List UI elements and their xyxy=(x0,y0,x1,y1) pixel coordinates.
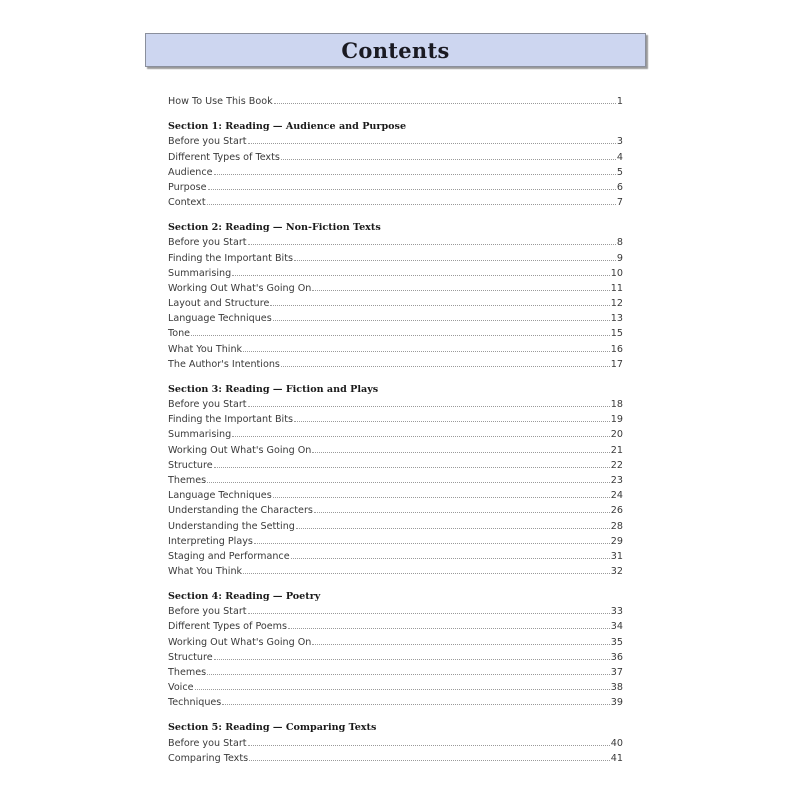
toc-entry-label: Working Out What's Going On xyxy=(168,444,312,456)
toc-entry-label: What You Think xyxy=(168,343,243,355)
toc-entry-label: Interpreting Plays xyxy=(168,535,253,547)
toc-entry[interactable] xyxy=(168,733,623,748)
toc-entry[interactable] xyxy=(168,693,623,708)
toc-entry[interactable] xyxy=(168,440,623,455)
leader-dots xyxy=(248,244,616,245)
section-heading[interactable]: Section 2: Reading — Non-Fiction Texts xyxy=(168,222,381,234)
leader-dots xyxy=(232,275,610,276)
toc-entry[interactable] xyxy=(168,516,623,531)
toc-entry-page: 12 xyxy=(610,298,623,310)
leader-dots xyxy=(214,659,610,660)
toc-section-4 xyxy=(168,587,623,708)
toc-entry-label: Summarising xyxy=(168,267,232,279)
toc-entry[interactable] xyxy=(168,163,623,178)
leader-dots xyxy=(281,159,616,160)
toc-entry-intro[interactable] xyxy=(168,92,623,107)
leader-dots xyxy=(254,543,610,544)
toc-entry-page: 35 xyxy=(610,636,623,648)
toc-entry-label: Context xyxy=(168,197,206,209)
toc-entry-page: 29 xyxy=(610,535,623,547)
section-heading[interactable]: Section 1: Reading — Audience and Purpose xyxy=(168,121,407,133)
toc-entry-page: 1 xyxy=(616,96,623,108)
toc-entry[interactable] xyxy=(168,279,623,294)
toc-entry[interactable] xyxy=(168,233,623,248)
toc-entry-label: Before you Start xyxy=(168,237,247,249)
leader-dots xyxy=(312,452,609,453)
toc-entry-page: 36 xyxy=(610,651,623,663)
leader-dots xyxy=(195,689,610,690)
leader-dots xyxy=(207,674,610,675)
section-heading[interactable]: Section 5: Reading — Comparing Texts xyxy=(168,722,377,734)
toc-entry-label: Language Techniques xyxy=(168,313,272,325)
toc-entry-page: 23 xyxy=(610,474,623,486)
leader-dots xyxy=(294,421,610,422)
toc-entry[interactable] xyxy=(168,632,623,647)
toc-entry[interactable] xyxy=(168,147,623,162)
toc-entry[interactable] xyxy=(168,456,623,471)
toc-entry[interactable] xyxy=(168,264,623,279)
toc-entry-label: Themes xyxy=(168,667,207,678)
toc-entry[interactable] xyxy=(168,501,623,516)
leader-dots xyxy=(207,482,610,483)
toc-entry[interactable] xyxy=(168,132,623,147)
toc-entry[interactable] xyxy=(168,562,623,577)
toc-entry-page: 4 xyxy=(616,151,623,163)
toc-entry[interactable] xyxy=(168,425,623,440)
toc-entry[interactable] xyxy=(168,678,623,693)
toc-entry[interactable] xyxy=(168,339,623,354)
toc-entry-label: Summarising xyxy=(168,429,232,441)
toc-entry-label: Before you Start xyxy=(168,136,247,148)
leader-dots xyxy=(248,745,610,746)
toc-entry-label: Structure xyxy=(168,651,213,663)
leader-dots xyxy=(208,189,616,190)
toc-entry-page: 5 xyxy=(616,166,623,178)
toc-entry[interactable] xyxy=(168,324,623,339)
toc-entry-page: 22 xyxy=(610,459,623,471)
leader-dots xyxy=(274,103,616,104)
leader-dots xyxy=(248,613,610,614)
toc-entry-label: Language Techniques xyxy=(168,490,272,502)
toc-entry[interactable] xyxy=(168,486,623,501)
toc-entry-page: 24 xyxy=(610,490,623,502)
toc-entry-page: 8 xyxy=(616,237,623,249)
toc-section-2 xyxy=(168,218,623,370)
toc-entry-page: 32 xyxy=(610,566,623,578)
toc-entry-label: Comparing Texts xyxy=(168,752,249,764)
toc-entry-label: Before you Start xyxy=(168,737,247,749)
leader-dots xyxy=(270,305,609,306)
toc-entry-page: 11 xyxy=(610,282,623,294)
toc-entry-page: 9 xyxy=(616,252,623,264)
toc-entry-page: 20 xyxy=(610,429,623,441)
leader-dots xyxy=(296,528,610,529)
toc-entry-label: Themes xyxy=(168,474,207,486)
toc-entry[interactable] xyxy=(168,602,623,617)
table-of-contents xyxy=(168,92,623,764)
leader-dots xyxy=(288,628,610,629)
toc-entry-page: 6 xyxy=(616,181,623,193)
toc-section-5 xyxy=(168,718,623,763)
toc-entry-label: Structure xyxy=(168,459,213,471)
toc-entry-label: What You Think xyxy=(168,566,243,578)
toc-entry-label: The Author's Intentions xyxy=(168,358,280,370)
toc-entry-label: Tone xyxy=(168,328,191,340)
leader-dots xyxy=(243,351,610,352)
toc-entry-label: Working Out What's Going On xyxy=(168,282,312,294)
toc-entry-label: Audience xyxy=(168,166,213,178)
toc-entry-label: Different Types of Poems xyxy=(168,621,288,633)
toc-section-3 xyxy=(168,380,623,577)
leader-dots xyxy=(214,467,610,468)
toc-entry[interactable] xyxy=(168,663,623,678)
toc-entry-page: 13 xyxy=(610,313,623,325)
toc-entry-page: 10 xyxy=(610,267,623,279)
toc-entry-page: 28 xyxy=(610,520,623,532)
toc-entry-label: Voice xyxy=(168,682,194,694)
toc-entry[interactable] xyxy=(168,410,623,425)
toc-entry-page: 41 xyxy=(610,752,623,764)
toc-entry[interactable] xyxy=(168,617,623,632)
leader-dots xyxy=(281,366,610,367)
toc-entry[interactable] xyxy=(168,294,623,309)
toc-entry-label: Techniques xyxy=(168,697,222,709)
leader-dots xyxy=(248,143,616,144)
toc-entry-page: 37 xyxy=(610,667,623,678)
toc-entry-page: 21 xyxy=(610,444,623,456)
leader-dots xyxy=(273,320,610,321)
leader-dots xyxy=(291,558,610,559)
toc-entry-page: 33 xyxy=(610,606,623,618)
toc-entry-label: Purpose xyxy=(168,181,207,193)
toc-entry[interactable] xyxy=(168,532,623,547)
toc-entry-label: Understanding the Setting xyxy=(168,520,295,532)
toc-entry-label: How To Use This Book xyxy=(168,96,273,108)
contents-title-banner xyxy=(145,33,646,67)
section-heading[interactable]: Section 3: Reading — Fiction and Plays xyxy=(168,383,379,395)
leader-dots xyxy=(243,573,610,574)
leader-dots xyxy=(232,436,610,437)
toc-entry-label: Before you Start xyxy=(168,606,247,618)
toc-entry-page: 18 xyxy=(610,399,623,410)
leader-dots xyxy=(207,204,616,205)
toc-entry[interactable] xyxy=(168,749,623,764)
toc-entry-label: Staging and Performance xyxy=(168,550,290,562)
toc-section-1 xyxy=(168,117,623,208)
toc-entry-page: 39 xyxy=(610,697,623,709)
toc-entry-label: Finding the Important Bits xyxy=(168,414,293,426)
toc-entry[interactable] xyxy=(168,395,623,410)
leader-dots xyxy=(312,290,609,291)
toc-entry[interactable] xyxy=(168,471,623,486)
toc-entry[interactable] xyxy=(168,178,623,193)
leader-dots xyxy=(191,335,610,336)
toc-entry-page: 15 xyxy=(610,328,623,340)
toc-entry-label: Before you Start xyxy=(168,399,247,410)
leader-dots xyxy=(222,704,609,705)
toc-entry-page: 38 xyxy=(610,682,623,694)
toc-entry-page: 19 xyxy=(610,414,623,426)
toc-entry-label: Different Types of Texts xyxy=(168,151,280,163)
toc-entry[interactable] xyxy=(168,355,623,370)
leader-dots xyxy=(249,760,610,761)
section-heading[interactable]: Section 4: Reading — Poetry xyxy=(168,591,321,603)
toc-entry-label: Working Out What's Going On xyxy=(168,636,312,648)
toc-entry-page: 7 xyxy=(616,197,623,209)
page-title: Contents xyxy=(341,37,450,63)
toc-entry-page: 40 xyxy=(610,737,623,749)
leader-dots xyxy=(312,644,609,645)
toc-entry[interactable] xyxy=(168,248,623,263)
toc-entry-label: Finding the Important Bits xyxy=(168,252,293,264)
toc-entry[interactable] xyxy=(168,547,623,562)
toc-entry-label: Understanding the Characters xyxy=(168,505,313,517)
toc-entry[interactable] xyxy=(168,193,623,208)
leader-dots xyxy=(273,497,610,498)
toc-entry-page: 31 xyxy=(610,550,623,562)
leader-dots xyxy=(214,174,616,175)
toc-entry[interactable] xyxy=(168,648,623,663)
toc-entry-page: 34 xyxy=(610,621,623,633)
toc-entry-page: 26 xyxy=(610,505,623,517)
toc-entry[interactable] xyxy=(168,309,623,324)
toc-entry-page: 3 xyxy=(616,136,623,148)
leader-dots xyxy=(314,512,610,513)
toc-entry-page: 17 xyxy=(610,358,623,370)
leader-dots xyxy=(248,406,610,407)
leader-dots xyxy=(294,260,616,261)
toc-entry-label: Layout and Structure xyxy=(168,298,270,310)
toc-entry-page: 16 xyxy=(610,343,623,355)
